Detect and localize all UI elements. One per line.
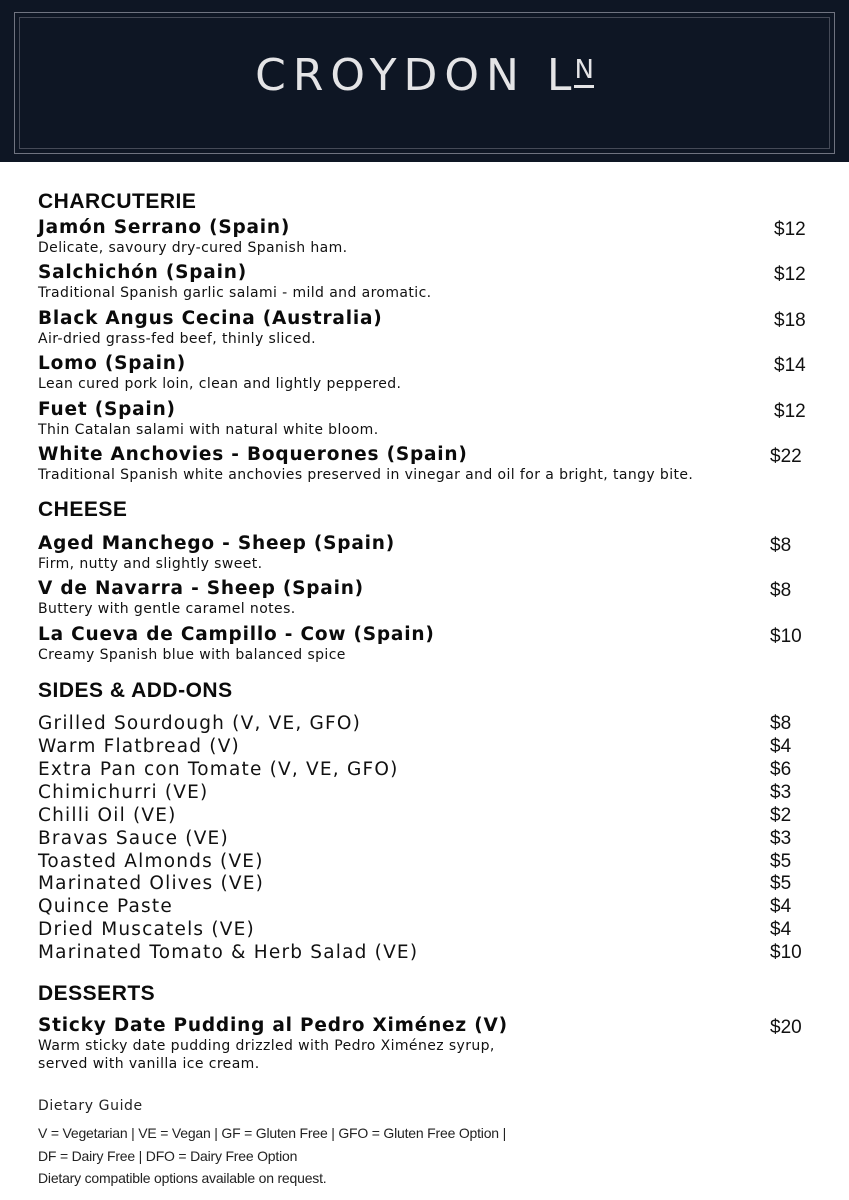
item-description: Warm sticky date pudding drizzled with Pedro Ximénez syrup, [38,1038,495,1054]
menu-item [38,578,813,618]
item-name: La Cueva de Campillo - Cow (Spain) [38,624,435,645]
item-description: served with vanilla ice cream. [38,1056,260,1072]
item-name: V de Navarra - Sheep (Spain) [38,578,364,599]
side-price: $6 [770,759,792,780]
menu-item [38,444,813,484]
side-price: $2 [770,805,792,826]
item-price: $22 [770,446,802,467]
list-item [38,804,813,827]
list-item [38,895,813,918]
item-name: White Anchovies - Boquerones (Spain) [38,444,468,465]
item-price: $12 [774,401,806,422]
section-title-desserts: DESSERTS [38,982,156,1005]
item-description: Delicate, savoury dry-cured Spanish ham. [38,240,348,256]
side-price: $4 [770,736,792,757]
item-description: Creamy Spanish blue with balanced spice [38,647,346,663]
logo-superscript: N [574,55,593,88]
menu-item [38,262,813,302]
side-name: Warm Flatbread (V) [38,736,240,757]
item-description: Buttery with gentle caramel notes. [38,601,296,617]
side-name: Dried Muscatels (VE) [38,919,255,940]
list-item [38,850,813,873]
item-price: $20 [770,1017,802,1038]
item-price: $12 [774,219,806,240]
dietary-guide-line: V = Vegetarian | VE = Vegan | GF = Gluten Free | GFO = Gluten Free Option | [38,1125,507,1141]
item-price: $8 [770,535,792,556]
side-price: $10 [770,942,802,963]
section-title-sides: SIDES & ADD-ONS [38,679,233,702]
side-name: Marinated Tomato & Herb Salad (VE) [38,942,419,963]
side-name: Chilli Oil (VE) [38,805,177,826]
item-name: Salchichón (Spain) [38,262,247,283]
item-name: Aged Manchego - Sheep (Spain) [38,533,395,554]
dietary-guide-line: DF = Dairy Free | DFO = Dairy Free Option [38,1148,298,1164]
side-name: Grilled Sourdough (V, VE, GFO) [38,713,362,734]
menu-item [38,533,813,573]
side-price: $3 [770,828,792,849]
menu-header [0,0,849,162]
list-item [38,827,813,850]
side-name: Chimichurri (VE) [38,782,209,803]
side-price: $3 [770,782,792,803]
item-description: Lean cured pork loin, clean and lightly peppered. [38,376,402,392]
list-item [38,758,813,781]
item-price: $14 [774,355,806,376]
menu-item [38,353,813,393]
side-name: Bravas Sauce (VE) [38,828,229,849]
item-name: Fuet (Spain) [38,399,176,420]
list-item [38,872,813,895]
section-title-charcuterie: CHARCUTERIE [38,190,197,213]
restaurant-logo [0,50,849,101]
menu-item [38,1015,813,1073]
list-item [38,735,813,758]
item-name: Lomo (Spain) [38,353,186,374]
dietary-guide-title: Dietary Guide [38,1098,143,1114]
side-price: $4 [770,919,792,940]
side-price: $5 [770,851,792,872]
side-name: Quince Paste [38,896,173,917]
logo-text: CROYDON L [255,50,579,101]
item-price: $10 [770,626,802,647]
item-price: $18 [774,310,806,331]
side-name: Marinated Olives (VE) [38,873,265,894]
item-price: $8 [770,580,792,601]
menu-item [38,217,813,257]
dietary-note: Dietary compatible options available on request. [38,1170,327,1186]
list-item [38,781,813,804]
side-price: $5 [770,873,792,894]
list-item [38,712,813,735]
item-description: Thin Catalan salami with natural white bloom. [38,422,379,438]
menu-item [38,624,813,664]
list-item [38,941,813,964]
item-description: Air-dried grass-fed beef, thinly sliced. [38,331,317,347]
menu-item [38,399,813,439]
side-price: $4 [770,896,792,917]
item-description: Traditional Spanish white anchovies preserved in vinegar and oil for a bright, tangy bite. [38,467,694,483]
item-name: Black Angus Cecina (Australia) [38,308,383,329]
side-price: $8 [770,713,792,734]
item-price: $12 [774,264,806,285]
item-description: Traditional Spanish garlic salami - mild and aromatic. [38,285,432,301]
item-name: Sticky Date Pudding al Pedro Ximénez (V) [38,1015,508,1036]
item-name: Jamón Serrano (Spain) [38,217,291,238]
list-item [38,918,813,941]
side-name: Extra Pan con Tomate (V, VE, GFO) [38,759,399,780]
side-name: Toasted Almonds (VE) [38,851,264,872]
item-description: Firm, nutty and slightly sweet. [38,556,263,572]
menu-item [38,308,813,348]
section-title-cheese: CHEESE [38,498,128,521]
